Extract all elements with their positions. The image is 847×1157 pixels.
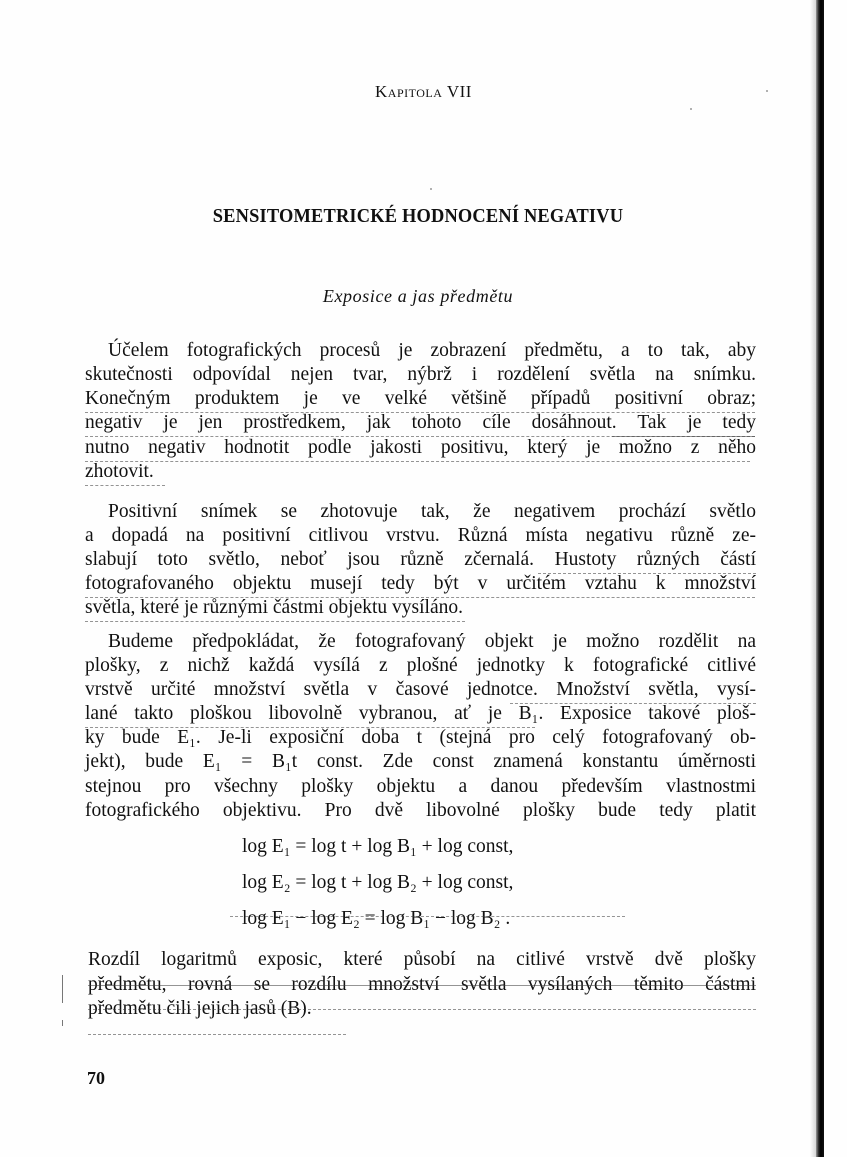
pencil-underline <box>85 727 535 728</box>
chapter-title: SENSITOMETRICKÉ HODNOCENÍ NEGATIVU <box>212 205 624 227</box>
text-line: a dopadá na positivní citlivou vrstvu. Různá místa negativu různě ze- <box>85 525 756 546</box>
text-line: slabují toto světlo, neboť jsou různě zčernalá. Hustoty různých částí <box>85 549 756 570</box>
pencil-underline <box>85 412 755 413</box>
pencil-underline <box>85 461 750 462</box>
text-line: předmětu čili jejich jasů (B). <box>88 998 312 1019</box>
chapter-heading: Kapitola VII <box>375 82 472 101</box>
text-line: fotografického objektivu. Pro dvě libovolné plošky bude tedy platit <box>85 800 756 821</box>
pencil-underline <box>88 1034 346 1035</box>
equation-2: log E₂ = log t + log B₂ + log const, <box>242 872 514 893</box>
text-line: Budeme předpokládat, že fotografovaný objekt je možno rozdělit na <box>108 631 756 652</box>
pencil-underline <box>612 436 755 437</box>
pencil-underline <box>85 485 165 486</box>
pencil-underline <box>88 985 756 986</box>
pencil-underline <box>538 573 756 574</box>
pencil-underline <box>88 1009 756 1010</box>
text-line: Rozdíl logaritmů exposic, které působí na citlivé vrstvě dvě plošky <box>88 949 756 970</box>
equation-3: log E₁ − log E₂ = log B₁ − log B₂ . <box>242 908 511 929</box>
page-number: 70 <box>87 1068 105 1088</box>
text-line: Účelem fotografických procesů je zobrazení předmětu, a to tak, aby <box>108 340 756 361</box>
pencil-underline <box>85 597 755 598</box>
text-line: stejnou pro všechny plošky objektu a danou především vlastnostmi <box>85 776 756 797</box>
equation-1: log E₁ = log t + log B₁ + log const, <box>242 836 514 857</box>
book-binding-edge <box>816 0 824 1157</box>
text-line: jekt), bude E₁ = B₁t const. Zde const znamená konstantu úměrnosti <box>85 751 756 772</box>
text-line: světla, které je různými částmi objektu vysíláno. <box>85 597 463 618</box>
text-line: fotografovaného objektu musejí tedy být v určitém vztahu k množství <box>85 573 756 594</box>
scan-speck <box>430 188 432 190</box>
text-line: Konečným produktem je ve velké většině případů positivní obraz; <box>85 388 756 409</box>
text-line: nutno negativ hodnotit podle jakosti positivu, který je možno z něho <box>85 437 756 458</box>
text-line: ky bude E₁. Je-li exposiční doba t (stejná pro celý fotografovaný ob- <box>85 727 756 748</box>
margin-pencil-mark <box>62 975 63 1003</box>
scan-speck <box>766 90 768 92</box>
scan-speck <box>690 108 692 110</box>
text-line: lané takto ploškou libovolně vybranou, ať je B₁. Exposice takové ploš- <box>85 703 756 724</box>
text-line: Positivní snímek se zhotovuje tak, že negativem prochází světlo <box>108 501 756 522</box>
pencil-underline <box>230 916 625 917</box>
pencil-underline <box>510 703 756 704</box>
text-line: předmětu, rovná se rozdílu množství světla vysílaných těmito částmi <box>88 974 756 995</box>
section-heading: Exposice a jas předmětu <box>322 286 514 306</box>
text-line: skutečnosti odpovídal nejen tvar, nýbrž i rozdělení světla na snímku. <box>85 364 756 385</box>
text-line: plošky, z nichž každá vysílá z plošné jednotky k fotografické citlivé <box>85 655 756 676</box>
pencil-underline <box>85 621 465 622</box>
text-line: negativ je jen prostředkem, jak tohoto cíle dosáhnout. Tak je tedy <box>85 412 756 433</box>
text-line: vrstvě určité množství světla v časové jednotce. Množství světla, vysí- <box>85 679 756 700</box>
margin-pencil-mark <box>62 1020 63 1026</box>
text-line: zhotovit. <box>85 461 154 482</box>
